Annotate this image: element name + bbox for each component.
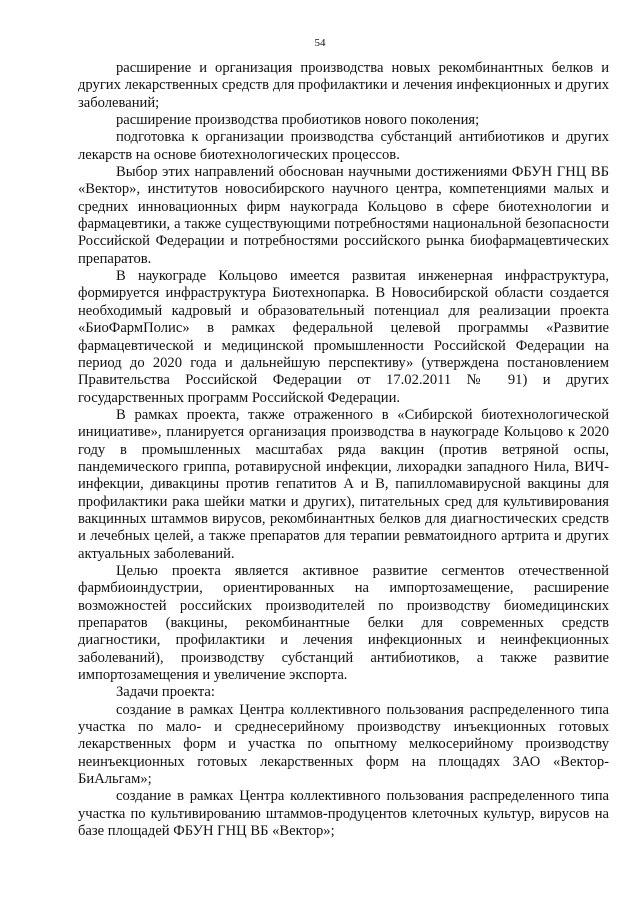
document-body [78, 60, 609, 840]
paragraph: расширение и организация производства новых рекомбинантных белков и других лекарственных средств для профилактики и лечения инфекционных и других заболеваний; [78, 60, 609, 111]
paragraph: подготовка к организации производства субстанций антибиотиков и других лекарств на основе биотехнологических процессов. [78, 129, 609, 163]
paragraph: Выбор этих направлений обоснован научными достижениями ФБУН ГНЦ ВБ «Вектор», институтов новосибирского научного центра, компетенциями малых и средних инновационных фирм наукограда Кольцово в сфере биотехнологии и фармацевтики, а также существующими потребностями национальной безопасности Российской Федерации и потребностями российского рынка биофармацевтических препаратов. [78, 164, 609, 267]
paragraph: создание в рамках Центра коллективного пользования распределенного типа участка по культивированию штаммов-продуцентов клеточных культур, вирусов на базе площадей ФБУН ГНЦ ВБ «Вектор»; [78, 788, 609, 840]
paragraph: Задачи проекта: [116, 684, 215, 701]
paragraph: создание в рамках Центра коллективного пользования распределенного типа участка по мало- и среднесерийному производству инъекционных готовых лекарственных форм и участка по опытному мелкосерийному производству неинъекционных готовых лекарственных форм на площадях ЗАО «Вектор-БиАльгам»; [78, 701, 609, 788]
paragraph: В наукограде Кольцово имеется развитая инженерная инфраструктура, формируется инфраструктура Биотехнопарка. В Новосибирской области создается необходимый кадровый и образовательный потенциал для реализации проекта «БиоФармПолис» в рамках федеральной целевой программы «Развитие фармацевтической и медицинской промышленности Российской Федерации на период до 2020 года и дальнейшую перспективу» (утверждена постановлением Правительства Российской Федерации от 17.02.2011 № 91) и других государственных программ Российской Федерации. [78, 268, 609, 406]
paragraph: расширение производства пробиотиков нового поколения; [116, 112, 480, 129]
paragraph: Целью проекта является активное развитие сегментов отечественной фармбиоиндустрии, ориентированных на импортозамещение, расширение возможностей российских производителей по производству биомедицинских препаратов (вакцины, рекомбинантные белки для современных средств диагностики, профилактики и лечения инфекционных и неинфекционных заболеваний), производству субстанций антибиотиков, а также развитие импортозамещения и увеличение экспорта. [78, 562, 609, 684]
page-number: 54 [314, 37, 326, 49]
paragraph: В рамках проекта, также отраженного в «Сибирской биотехнологической инициативе», планируется организация производства в наукограде Кольцово к 2020 году в промышленных масштабах ряда вакцин (против ветряной оспы, пандемического гриппа, ротавирусной инфекции, лихорадки западного Нила, ВИЧ-инфекции, дивакцины против гепатитов А и В, папилломавирусной вакцины для профилактики рака шейки матки и других), питательных сред для культивирования вакцинных штаммов вирусов, рекомбинантных белков для диагностических средств и лечебных целей, а также препаратов для терапии ревматоидного артрита и других актуальных заболеваний. [78, 406, 609, 562]
